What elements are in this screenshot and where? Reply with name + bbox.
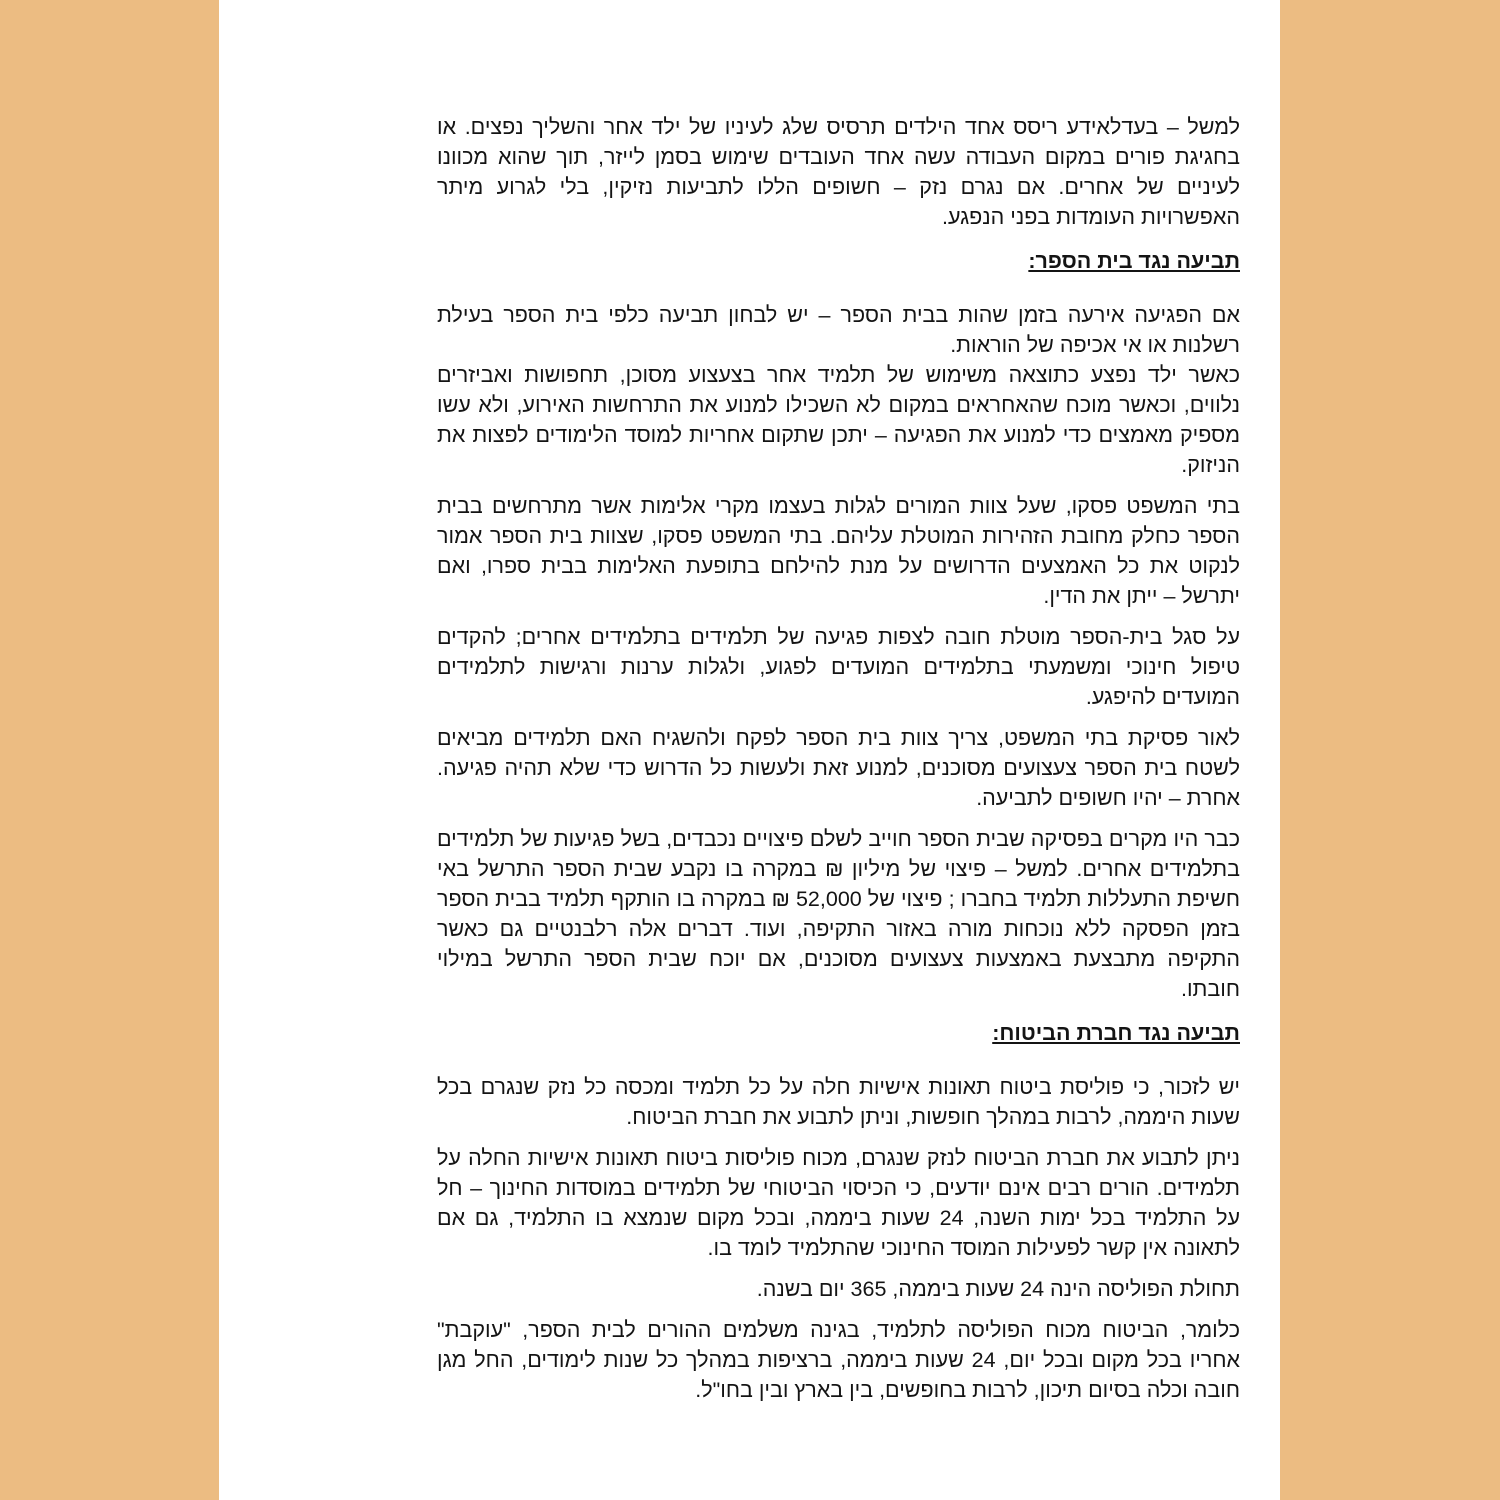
paragraph-policy-applicability: תחולת הפוליסה הינה 24 שעות ביממה, 365 יום בשנה. [756,1277,1240,1301]
paragraph-staff-duty: על סגל בית-הספר מוטלת חובה לצפות פגיעה של תלמידים בתלמידים אחרים; להקדים טיפול חינוכי ומשמעתי בתלמידים המועדים לפגוע, ולגלות ערנות ורגישות לתלמידים המועדים להיפגע. [437,625,1240,709]
paragraph-supervision-requirement: לאור פסיקת בתי המשפט, צריך צוות בית הספר לפקח ולהשגיח האם תלמידים מביאים לשטח בית הספר צעצועים מסוכנים, למנוע זאת ולעשות כל הדרוש כדי שלא תהיה פגיעה. אחרת – יהיו חשופים לתביעה. [437,726,1240,810]
paragraph-example-incidents: למשל – בעדלאידע ריסס אחד הילדים תרסיס שלג לעיניו של ילד אחר והשליך נפצים. או בחגיגת פורים במקום העבודה עשה אחד העובדים שימוש בסמן לייזר, תוך שהוא מכוונו לעיניים של אחרים. אם נגרם נזק – חשופים הללו לתביעות נזיקין, בלי לגרוע מיתר האפשרויות העומדות בפני הנפגע. [437,115,1240,229]
paragraph-dangerous-toy-liability: כאשר ילד נפצע כתוצאה משימוש של תלמיד אחר בצעצוע מסוכן, תחפושות ואביזרים נלווים, וכאשר מוכח שהאחראים במקום לא השכילו למנוע את התרחשות האירוע, ולא עשו מספיק מאמצים כדי למנוע את הפגיעה – יתכן שתקום אחריות למוסד הלימודים לפצות את הניזוק. [437,363,1240,477]
paragraph-coverage-scope: ניתן לתבוע את חברת הביטוח לנזק שנגרם, מכוח פוליסות ביטוח תאונות אישיות החלה על תלמידים. הורים רבים אינם יודעים, כי הכיסוי הביטוחי של תלמידים במוסדות החינוך – חל על התלמיד בכל ימות השנה, 24 שעות ביממה, ובכל מקום שנמצא בו התלמיד, גם אם לתאונה אין קשר לפעילות המוסד החינוכי שהתלמיד לומד בו. [437,1146,1241,1260]
paragraph-compensation-cases: כבר היו מקרים בפסיקה שבית הספר חוייב לשלם פיצויים נכבדים, בשל פגיעות של תלמידים בתלמידים אחרים. למשל – פיצוי של מיליון ₪ במקרה בו נקבע שבית הספר התרשל באי חשיפת התעללות תלמיד בחברו ; פיצוי של 52,000 ₪ במקרה בו הותקף תלמיד בבית הספר בזמן הפסקה ללא נוכחות מורה באזור התקיפה, ועוד. דברים אלה רלבנטיים גם כאשר התקיפה מתבצעת באמצעות צעצועים מסוכנים, אם יוכח שבית הספר התרשל במילוי חובתו. [437,827,1240,1001]
paragraph-court-rulings-duty: בתי המשפט פסקו, שעל צוות המורים לגלות בעצמו מקרי אלימות אשר מתרחשים בבית הספר כחלק מחובת הזהירות המוטלת עליהם. בתי המשפט פסקו, שצוות בית הספר אמור לנקוט את כל האמצעים הדרושים על מנת להילחם בתופעת האלימות בבית ספרו, ואם יתרשל – ייתן את הדין. [437,494,1240,608]
document-body [437,112,1240,1416]
right-accent-band [1280,0,1500,1500]
section-heading-claim-against-school: תביעה נגד בית הספר: [1028,249,1240,273]
paragraph-claim-grounds: אם הפגיעה אירעה בזמן שהות בבית הספר – יש לבחון תביעה כלפי בית הספר בעילת רשלנות או אי אכיפה של הוראות. [437,303,1240,357]
left-accent-band [0,0,219,1500]
paragraph-personal-accident-policy: יש לזכור, כי פוליסת ביטוח תאונות אישיות חלה על כל תלמיד ומכסה כל נזק שנגרם בכל שעות היממה, לרבות במהלך חופשות, וניתן לתבוע את חברת הביטוח. [437,1075,1240,1129]
section-heading-claim-against-insurer: תביעה נגד חברת הביטוח: [992,1021,1240,1045]
paragraph-policy-follows-student: כלומר, הביטוח מכוח הפוליסה לתלמיד, בגינה משלמים ההורים לבית הספר, "עוקבת" אחריו בכל מקום ובכל יום, 24 שעות ביממה, ברציפות במהלך כל שנות לימודים, החל מגן חובה וכלה בסיום תיכון, לרבות בחופשים, בין בארץ ובין בחו"ל. [437,1318,1240,1402]
